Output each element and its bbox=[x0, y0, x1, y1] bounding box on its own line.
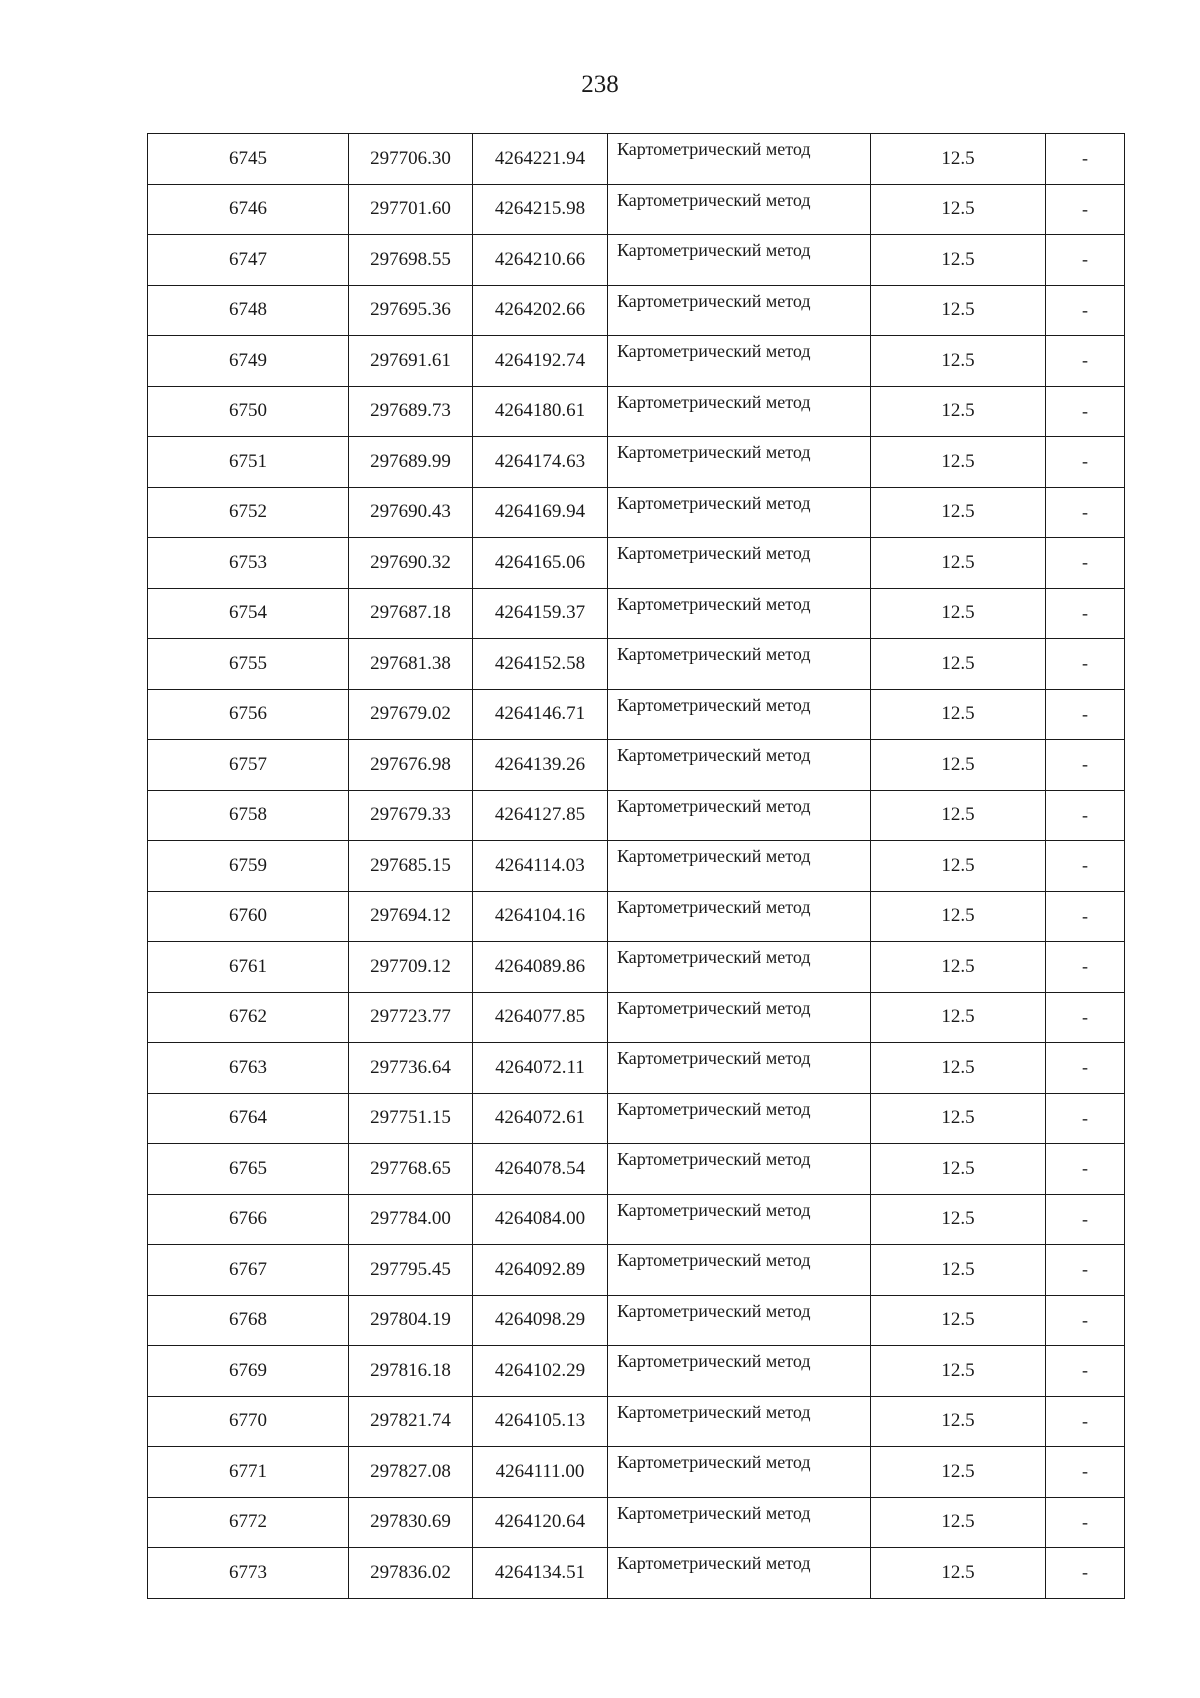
note-cell: - bbox=[1046, 1497, 1125, 1548]
method-cell: Картометрический метод bbox=[608, 790, 871, 841]
table-row bbox=[148, 1245, 1125, 1296]
method-cell: Картометрический метод bbox=[608, 1245, 871, 1296]
note-cell: - bbox=[1046, 588, 1125, 639]
accuracy-cell: 12.5 bbox=[871, 134, 1046, 185]
method-cell: Картометрический метод bbox=[608, 1497, 871, 1548]
method-cell: Картометрический метод bbox=[608, 437, 871, 488]
accuracy-cell: 12.5 bbox=[871, 487, 1046, 538]
method-cell: Картометрический метод bbox=[608, 487, 871, 538]
x-coordinate-cell: 297694.12 bbox=[349, 891, 473, 942]
y-coordinate-cell: 4264192.74 bbox=[473, 336, 608, 387]
note-cell: - bbox=[1046, 386, 1125, 437]
point-number-cell: 6751 bbox=[148, 437, 349, 488]
table-row bbox=[148, 134, 1125, 185]
x-coordinate-cell: 297795.45 bbox=[349, 1245, 473, 1296]
x-coordinate-cell: 297830.69 bbox=[349, 1497, 473, 1548]
y-coordinate-cell: 4264215.98 bbox=[473, 184, 608, 235]
x-coordinate-cell: 297836.02 bbox=[349, 1548, 473, 1599]
y-coordinate-cell: 4264202.66 bbox=[473, 285, 608, 336]
table-row bbox=[148, 235, 1125, 286]
note-cell: - bbox=[1046, 1043, 1125, 1094]
x-coordinate-cell: 297690.32 bbox=[349, 538, 473, 589]
method-cell: Картометрический метод bbox=[608, 184, 871, 235]
note-cell: - bbox=[1046, 1093, 1125, 1144]
x-coordinate-cell: 297723.77 bbox=[349, 992, 473, 1043]
y-coordinate-cell: 4264174.63 bbox=[473, 437, 608, 488]
note-cell: - bbox=[1046, 689, 1125, 740]
coordinates-table bbox=[147, 133, 1125, 1599]
note-cell: - bbox=[1046, 790, 1125, 841]
accuracy-cell: 12.5 bbox=[871, 588, 1046, 639]
accuracy-cell: 12.5 bbox=[871, 1043, 1046, 1094]
table-row bbox=[148, 689, 1125, 740]
accuracy-cell: 12.5 bbox=[871, 1245, 1046, 1296]
note-cell: - bbox=[1046, 1447, 1125, 1498]
y-coordinate-cell: 4264114.03 bbox=[473, 841, 608, 892]
point-number-cell: 6761 bbox=[148, 942, 349, 993]
table-row bbox=[148, 1295, 1125, 1346]
y-coordinate-cell: 4264127.85 bbox=[473, 790, 608, 841]
point-number-cell: 6752 bbox=[148, 487, 349, 538]
y-coordinate-cell: 4264169.94 bbox=[473, 487, 608, 538]
method-cell: Картометрический метод bbox=[608, 134, 871, 185]
accuracy-cell: 12.5 bbox=[871, 1396, 1046, 1447]
point-number-cell: 6755 bbox=[148, 639, 349, 690]
x-coordinate-cell: 297821.74 bbox=[349, 1396, 473, 1447]
accuracy-cell: 12.5 bbox=[871, 285, 1046, 336]
point-number-cell: 6766 bbox=[148, 1194, 349, 1245]
note-cell: - bbox=[1046, 487, 1125, 538]
accuracy-cell: 12.5 bbox=[871, 1497, 1046, 1548]
method-cell: Картометрический метод bbox=[608, 740, 871, 791]
accuracy-cell: 12.5 bbox=[871, 1144, 1046, 1195]
note-cell: - bbox=[1046, 740, 1125, 791]
accuracy-cell: 12.5 bbox=[871, 538, 1046, 589]
table-row bbox=[148, 1497, 1125, 1548]
point-number-cell: 6749 bbox=[148, 336, 349, 387]
point-number-cell: 6765 bbox=[148, 1144, 349, 1195]
method-cell: Картометрический метод bbox=[608, 285, 871, 336]
accuracy-cell: 12.5 bbox=[871, 386, 1046, 437]
point-number-cell: 6747 bbox=[148, 235, 349, 286]
note-cell: - bbox=[1046, 1295, 1125, 1346]
method-cell: Картометрический метод bbox=[608, 336, 871, 387]
note-cell: - bbox=[1046, 891, 1125, 942]
method-cell: Картометрический метод bbox=[608, 992, 871, 1043]
table-row bbox=[148, 538, 1125, 589]
accuracy-cell: 12.5 bbox=[871, 437, 1046, 488]
method-cell: Картометрический метод bbox=[608, 1295, 871, 1346]
method-cell: Картометрический метод bbox=[608, 1548, 871, 1599]
note-cell: - bbox=[1046, 1346, 1125, 1397]
table-row bbox=[148, 336, 1125, 387]
note-cell: - bbox=[1046, 285, 1125, 336]
y-coordinate-cell: 4264105.13 bbox=[473, 1396, 608, 1447]
point-number-cell: 6764 bbox=[148, 1093, 349, 1144]
table-row bbox=[148, 1043, 1125, 1094]
accuracy-cell: 12.5 bbox=[871, 1548, 1046, 1599]
table-row bbox=[148, 891, 1125, 942]
x-coordinate-cell: 297701.60 bbox=[349, 184, 473, 235]
x-coordinate-cell: 297685.15 bbox=[349, 841, 473, 892]
accuracy-cell: 12.5 bbox=[871, 891, 1046, 942]
note-cell: - bbox=[1046, 437, 1125, 488]
y-coordinate-cell: 4264134.51 bbox=[473, 1548, 608, 1599]
page-number: 238 bbox=[581, 71, 619, 98]
note-cell: - bbox=[1046, 992, 1125, 1043]
point-number-cell: 6746 bbox=[148, 184, 349, 235]
note-cell: - bbox=[1046, 538, 1125, 589]
x-coordinate-cell: 297691.61 bbox=[349, 336, 473, 387]
x-coordinate-cell: 297736.64 bbox=[349, 1043, 473, 1094]
y-coordinate-cell: 4264102.29 bbox=[473, 1346, 608, 1397]
y-coordinate-cell: 4264180.61 bbox=[473, 386, 608, 437]
point-number-cell: 6769 bbox=[148, 1346, 349, 1397]
accuracy-cell: 12.5 bbox=[871, 942, 1046, 993]
note-cell: - bbox=[1046, 942, 1125, 993]
point-number-cell: 6748 bbox=[148, 285, 349, 336]
table-row bbox=[148, 1396, 1125, 1447]
method-cell: Картометрический метод bbox=[608, 639, 871, 690]
y-coordinate-cell: 4264072.61 bbox=[473, 1093, 608, 1144]
x-coordinate-cell: 297784.00 bbox=[349, 1194, 473, 1245]
x-coordinate-cell: 297676.98 bbox=[349, 740, 473, 791]
table-row bbox=[148, 1144, 1125, 1195]
method-cell: Картометрический метод bbox=[608, 1346, 871, 1397]
x-coordinate-cell: 297751.15 bbox=[349, 1093, 473, 1144]
x-coordinate-cell: 297709.12 bbox=[349, 942, 473, 993]
note-cell: - bbox=[1046, 336, 1125, 387]
table-row bbox=[148, 1194, 1125, 1245]
point-number-cell: 6762 bbox=[148, 992, 349, 1043]
method-cell: Картометрический метод bbox=[608, 386, 871, 437]
note-cell: - bbox=[1046, 1194, 1125, 1245]
point-number-cell: 6758 bbox=[148, 790, 349, 841]
table-row bbox=[148, 740, 1125, 791]
x-coordinate-cell: 297689.99 bbox=[349, 437, 473, 488]
x-coordinate-cell: 297690.43 bbox=[349, 487, 473, 538]
x-coordinate-cell: 297804.19 bbox=[349, 1295, 473, 1346]
x-coordinate-cell: 297827.08 bbox=[349, 1447, 473, 1498]
point-number-cell: 6753 bbox=[148, 538, 349, 589]
y-coordinate-cell: 4264072.11 bbox=[473, 1043, 608, 1094]
table-row bbox=[148, 639, 1125, 690]
method-cell: Картометрический метод bbox=[608, 1144, 871, 1195]
note-cell: - bbox=[1046, 1548, 1125, 1599]
point-number-cell: 6750 bbox=[148, 386, 349, 437]
accuracy-cell: 12.5 bbox=[871, 689, 1046, 740]
method-cell: Картометрический метод bbox=[608, 841, 871, 892]
table-row bbox=[148, 487, 1125, 538]
table-row bbox=[148, 1093, 1125, 1144]
y-coordinate-cell: 4264221.94 bbox=[473, 134, 608, 185]
table-row bbox=[148, 386, 1125, 437]
y-coordinate-cell: 4264139.26 bbox=[473, 740, 608, 791]
note-cell: - bbox=[1046, 841, 1125, 892]
method-cell: Картометрический метод bbox=[608, 1093, 871, 1144]
accuracy-cell: 12.5 bbox=[871, 184, 1046, 235]
note-cell: - bbox=[1046, 134, 1125, 185]
point-number-cell: 6757 bbox=[148, 740, 349, 791]
table-row bbox=[148, 841, 1125, 892]
y-coordinate-cell: 4264152.58 bbox=[473, 639, 608, 690]
method-cell: Картометрический метод bbox=[608, 1447, 871, 1498]
table-row bbox=[148, 790, 1125, 841]
accuracy-cell: 12.5 bbox=[871, 336, 1046, 387]
point-number-cell: 6772 bbox=[148, 1497, 349, 1548]
accuracy-cell: 12.5 bbox=[871, 1194, 1046, 1245]
x-coordinate-cell: 297679.33 bbox=[349, 790, 473, 841]
x-coordinate-cell: 297706.30 bbox=[349, 134, 473, 185]
x-coordinate-cell: 297816.18 bbox=[349, 1346, 473, 1397]
point-number-cell: 6771 bbox=[148, 1447, 349, 1498]
x-coordinate-cell: 297681.38 bbox=[349, 639, 473, 690]
method-cell: Картометрический метод bbox=[608, 891, 871, 942]
x-coordinate-cell: 297698.55 bbox=[349, 235, 473, 286]
accuracy-cell: 12.5 bbox=[871, 992, 1046, 1043]
y-coordinate-cell: 4264165.06 bbox=[473, 538, 608, 589]
table-row bbox=[148, 437, 1125, 488]
accuracy-cell: 12.5 bbox=[871, 639, 1046, 690]
point-number-cell: 6763 bbox=[148, 1043, 349, 1094]
note-cell: - bbox=[1046, 639, 1125, 690]
accuracy-cell: 12.5 bbox=[871, 740, 1046, 791]
table-row bbox=[148, 588, 1125, 639]
table-row bbox=[148, 184, 1125, 235]
y-coordinate-cell: 4264078.54 bbox=[473, 1144, 608, 1195]
note-cell: - bbox=[1046, 184, 1125, 235]
method-cell: Картометрический метод bbox=[608, 538, 871, 589]
point-number-cell: 6770 bbox=[148, 1396, 349, 1447]
accuracy-cell: 12.5 bbox=[871, 790, 1046, 841]
y-coordinate-cell: 4264159.37 bbox=[473, 588, 608, 639]
note-cell: - bbox=[1046, 1245, 1125, 1296]
y-coordinate-cell: 4264098.29 bbox=[473, 1295, 608, 1346]
point-number-cell: 6759 bbox=[148, 841, 349, 892]
y-coordinate-cell: 4264146.71 bbox=[473, 689, 608, 740]
y-coordinate-cell: 4264089.86 bbox=[473, 942, 608, 993]
y-coordinate-cell: 4264104.16 bbox=[473, 891, 608, 942]
y-coordinate-cell: 4264084.00 bbox=[473, 1194, 608, 1245]
accuracy-cell: 12.5 bbox=[871, 1093, 1046, 1144]
table-row bbox=[148, 1548, 1125, 1599]
point-number-cell: 6767 bbox=[148, 1245, 349, 1296]
accuracy-cell: 12.5 bbox=[871, 1346, 1046, 1397]
method-cell: Картометрический метод bbox=[608, 1043, 871, 1094]
accuracy-cell: 12.5 bbox=[871, 235, 1046, 286]
point-number-cell: 6773 bbox=[148, 1548, 349, 1599]
x-coordinate-cell: 297768.65 bbox=[349, 1144, 473, 1195]
x-coordinate-cell: 297679.02 bbox=[349, 689, 473, 740]
point-number-cell: 6760 bbox=[148, 891, 349, 942]
method-cell: Картометрический метод bbox=[608, 689, 871, 740]
method-cell: Картометрический метод bbox=[608, 942, 871, 993]
table-row bbox=[148, 1346, 1125, 1397]
accuracy-cell: 12.5 bbox=[871, 841, 1046, 892]
x-coordinate-cell: 297689.73 bbox=[349, 386, 473, 437]
method-cell: Картометрический метод bbox=[608, 588, 871, 639]
point-number-cell: 6756 bbox=[148, 689, 349, 740]
y-coordinate-cell: 4264077.85 bbox=[473, 992, 608, 1043]
y-coordinate-cell: 4264111.00 bbox=[473, 1447, 608, 1498]
x-coordinate-cell: 297687.18 bbox=[349, 588, 473, 639]
table-row bbox=[148, 1447, 1125, 1498]
table-row bbox=[148, 285, 1125, 336]
accuracy-cell: 12.5 bbox=[871, 1295, 1046, 1346]
note-cell: - bbox=[1046, 1396, 1125, 1447]
table-row bbox=[148, 992, 1125, 1043]
y-coordinate-cell: 4264092.89 bbox=[473, 1245, 608, 1296]
coordinates-table-body bbox=[148, 134, 1125, 1599]
point-number-cell: 6745 bbox=[148, 134, 349, 185]
method-cell: Картометрический метод bbox=[608, 1396, 871, 1447]
x-coordinate-cell: 297695.36 bbox=[349, 285, 473, 336]
point-number-cell: 6768 bbox=[148, 1295, 349, 1346]
method-cell: Картометрический метод bbox=[608, 1194, 871, 1245]
y-coordinate-cell: 4264120.64 bbox=[473, 1497, 608, 1548]
note-cell: - bbox=[1046, 1144, 1125, 1195]
table-row bbox=[148, 942, 1125, 993]
method-cell: Картометрический метод bbox=[608, 235, 871, 286]
accuracy-cell: 12.5 bbox=[871, 1447, 1046, 1498]
note-cell: - bbox=[1046, 235, 1125, 286]
point-number-cell: 6754 bbox=[148, 588, 349, 639]
y-coordinate-cell: 4264210.66 bbox=[473, 235, 608, 286]
